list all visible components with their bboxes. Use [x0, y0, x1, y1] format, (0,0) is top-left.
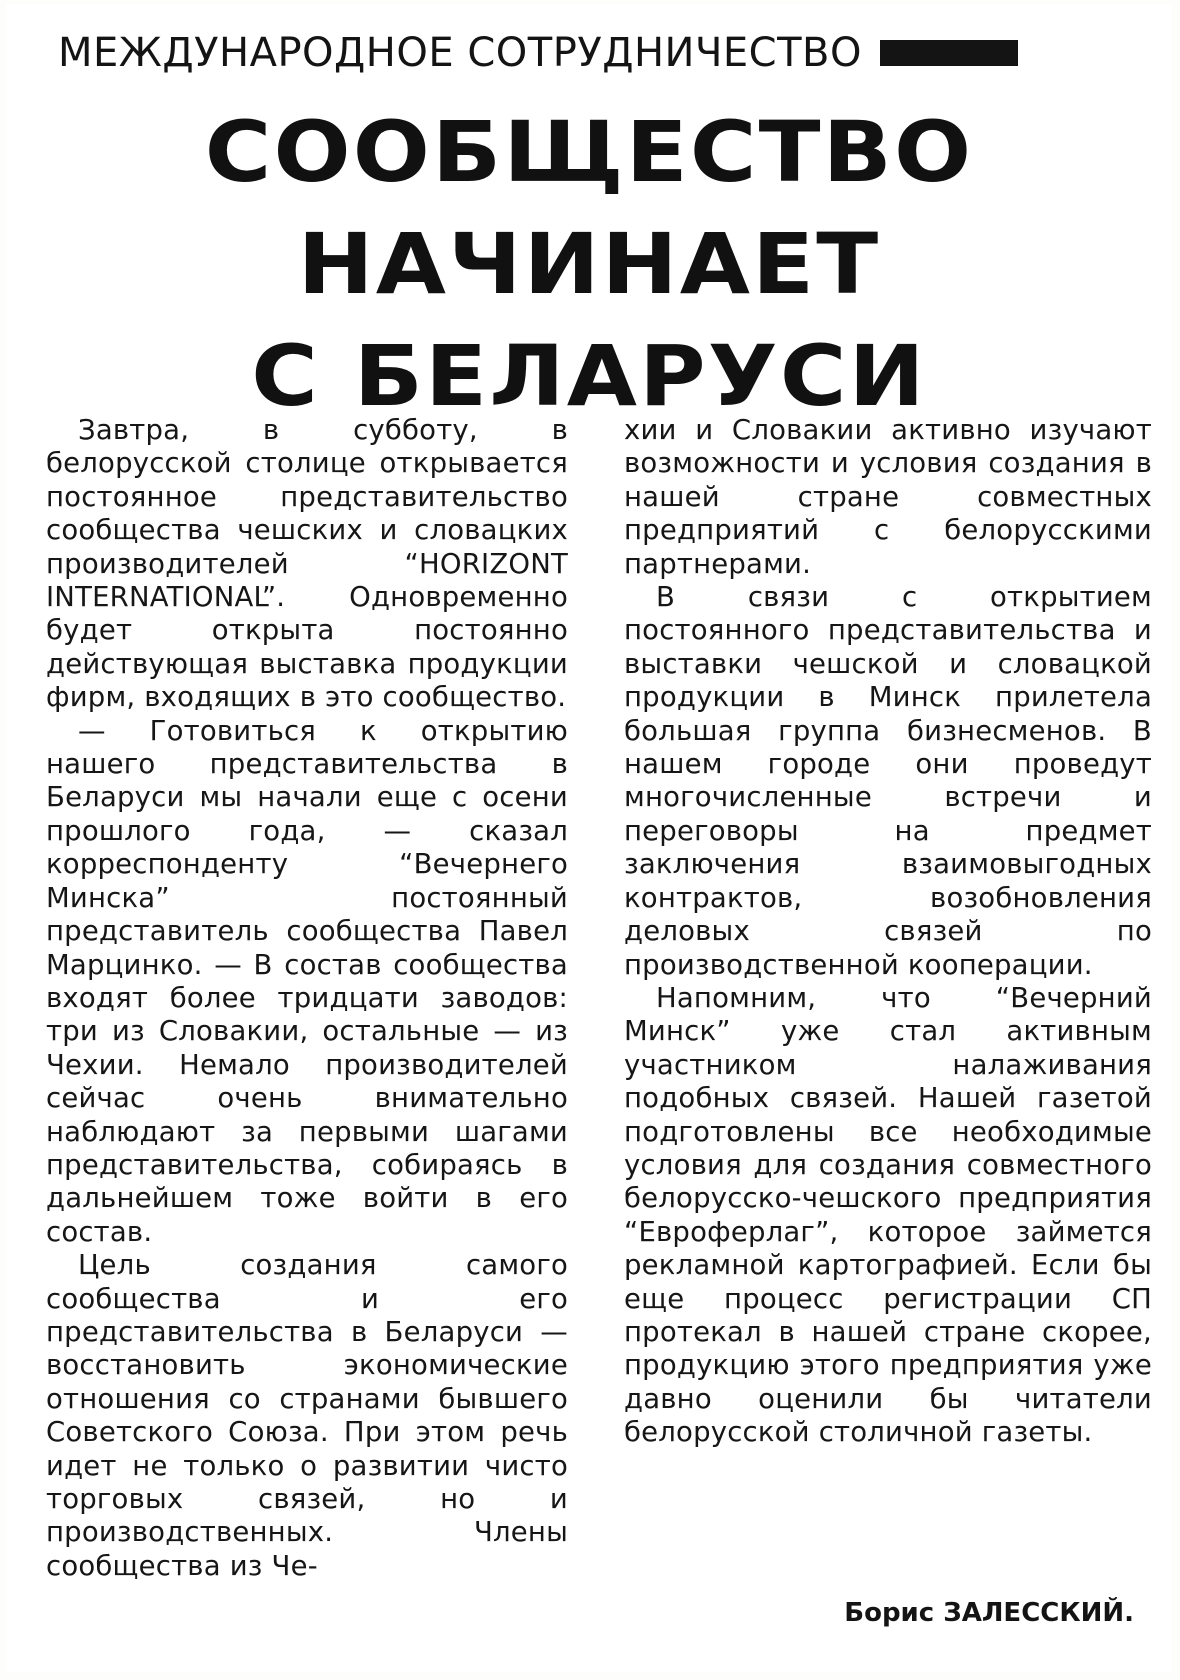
paragraph: — Готовиться к открытию нашего представительства в Беларуси мы начали еще с осени прошлого года, — сказал корреспонденту “Вечернего Минска” постоянный представитель сообщества Павел Марцинко. — В состав сообщества входят более тридцати заводов: три из Словакии, остальные — из Чехии. Немало производителей сейчас очень внимательно наблюдают за первыми шагами представительства, собираясь в дальнейшем тоже войти в его состав. — [46, 714, 568, 1248]
paragraph: хии и Словакии активно изучают возможности и условия создания в нашей стране совместных предприятий с белорусскими партнерами. — [624, 414, 1152, 580]
paragraph: В связи с открытием постоянного представительства и выставки чешской и словацкой продукции в Минск прилетела большая группа бизнесменов. В нашем городе они проведут многочисленные встречи и переговоры на предмет заключения взаимовыгодных контрактов, возобновления деловых связей по производственной кооперации. — [624, 581, 1152, 981]
paragraph: Завтра, в субботу, в белорусской столице открывается постоянное представительство сообщества чешских и словацких производителей “HORIZONT INTERNATIONAL”. Одновременно будет открыта постоянно действующая выставка продукции фирм, входящих в это сообщество. — [46, 414, 568, 714]
author-byline: Борис ЗАЛЕССКИЙ. — [844, 1598, 1134, 1628]
rubric-header — [58, 22, 1018, 84]
paragraph: Напомним, что “Вечерний Минск” уже стал активным участником налаживания подобных связей. Нашей газетой подготовлены все необходимые условия для создания совместного белорусско-чешского предприятия “Евроферлаг”, которое займется рекламной картографией. Если бы еще процесс регистрации СП протекал в нашей стране скорее, продукцию этого предприятия уже давно оценили бы читатели белорусской столичной газеты. — [624, 981, 1152, 1449]
article-column-right — [624, 414, 1152, 1450]
newspaper-clipping — [6, 4, 1172, 1672]
headline-line-2: НАЧИНАЕТ — [297, 215, 881, 313]
headline-line-3: С БЕЛАРУСИ — [251, 327, 927, 425]
headline — [6, 96, 1172, 432]
headline-line-1: СООБЩЕСТВО — [204, 103, 974, 201]
rubric-bar — [880, 40, 1018, 66]
article-column-left — [46, 414, 568, 1583]
rubric-title: МЕЖДУНАРОДНОЕ СОТРУДНИЧЕСТВО — [58, 30, 862, 76]
paragraph: Цель создания самого сообщества и его представительства в Беларуси — восстановить экономические отношения со странами бывшего Советского Союза. При этом речь идет не только о развитии чисто торговых связей, но и производственных. Члены сообщества из Че- — [46, 1249, 568, 1582]
